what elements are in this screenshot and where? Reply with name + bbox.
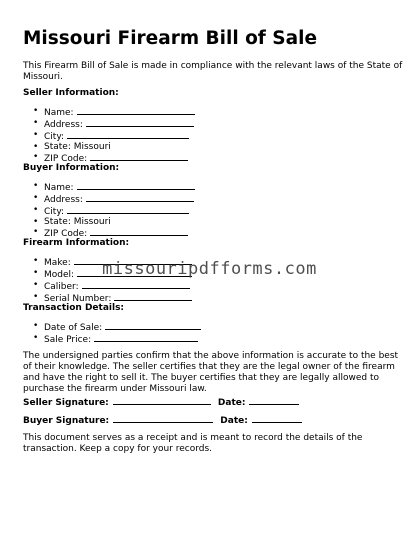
buyer-fields <box>33 181 195 239</box>
seller-zip-label: ZIP Code: <box>44 154 88 164</box>
seller-state-label: State: Missouri <box>44 142 111 152</box>
seller-name-field[interactable] <box>33 106 195 118</box>
seller-section-heading: Seller Information: <box>23 88 119 98</box>
seller-date-line[interactable] <box>249 396 299 405</box>
buyer-signature-label: Buyer Signature: <box>23 416 110 426</box>
firearm-section-heading: Firearm Information: <box>23 238 130 248</box>
seller-address-field[interactable] <box>33 118 195 130</box>
firearm-caliber-field[interactable] <box>33 280 192 292</box>
certification-paragraph: The undersigned parties confirm that the above information is accurate to the best of their knowledge. The seller certifies that they are the legal owner of the firearm and have the right to sell it. The buyer certifies that they are legally allowed to purchase the firearm under Missouri law. <box>23 351 399 394</box>
seller-fields <box>33 106 195 164</box>
firearm-serial-label: Serial Number: <box>44 294 112 304</box>
seller-address-label: Address: <box>44 120 83 130</box>
seller-state-field <box>33 142 195 152</box>
buyer-city-label: City: <box>44 207 65 217</box>
sale-date-field[interactable] <box>33 321 201 333</box>
buyer-signature-line[interactable] <box>113 414 213 423</box>
watermark: missouripdfforms.com <box>102 259 317 279</box>
firearm-make-label: Make: <box>44 258 71 268</box>
sale-price-field[interactable] <box>33 333 201 345</box>
buyer-city-line <box>67 205 189 214</box>
seller-city-field[interactable] <box>33 130 195 142</box>
buyer-address-line <box>86 193 194 202</box>
firearm-model-label: Model: <box>44 270 75 280</box>
buyer-state-field <box>33 217 195 227</box>
seller-zip-line <box>90 152 188 161</box>
firearm-caliber-line <box>82 280 190 289</box>
buyer-city-field[interactable] <box>33 205 195 217</box>
sale-date-label: Date of Sale: <box>44 323 103 333</box>
buyer-date-label: Date: <box>220 416 248 426</box>
buyer-name-field[interactable] <box>33 181 195 193</box>
seller-signature-row <box>23 396 299 409</box>
buyer-address-label: Address: <box>44 195 83 205</box>
buyer-address-field[interactable] <box>33 193 195 205</box>
footer-paragraph: This document serves as a receipt and is meant to record the details of the transaction. Keep a copy for your records. <box>23 433 363 454</box>
buyer-zip-label: ZIP Code: <box>44 229 88 239</box>
seller-name-line <box>77 106 195 115</box>
seller-city-line <box>67 130 189 139</box>
firearm-caliber-label: Caliber: <box>44 282 79 292</box>
buyer-zip-line <box>90 227 188 236</box>
buyer-signature-row <box>23 414 302 427</box>
seller-name-label: Name: <box>44 108 74 118</box>
buyer-state-label: State: Missouri <box>44 217 111 227</box>
seller-date-label: Date: <box>217 398 246 408</box>
firearm-serial-line <box>114 292 192 301</box>
seller-city-label: City: <box>44 132 65 142</box>
buyer-name-label: Name: <box>44 183 74 193</box>
seller-signature-label: Seller Signature: <box>23 398 109 408</box>
document-title: Missouri Firearm Bill of Sale <box>23 28 317 49</box>
buyer-section-heading: Buyer Information: <box>23 163 120 173</box>
intro-paragraph: This Firearm Bill of Sale is made in compliance with the relevant laws of the State of Missouri. <box>23 61 403 82</box>
seller-signature-line[interactable] <box>113 396 211 405</box>
sale-price-label: Sale Price: <box>44 335 92 345</box>
sale-price-line <box>94 333 198 342</box>
seller-address-line <box>86 118 194 127</box>
buyer-name-line <box>77 181 195 190</box>
transaction-section-heading: Transaction Details: <box>23 303 125 313</box>
transaction-fields <box>33 321 201 345</box>
buyer-date-line[interactable] <box>252 414 302 423</box>
sale-date-line <box>105 321 201 330</box>
